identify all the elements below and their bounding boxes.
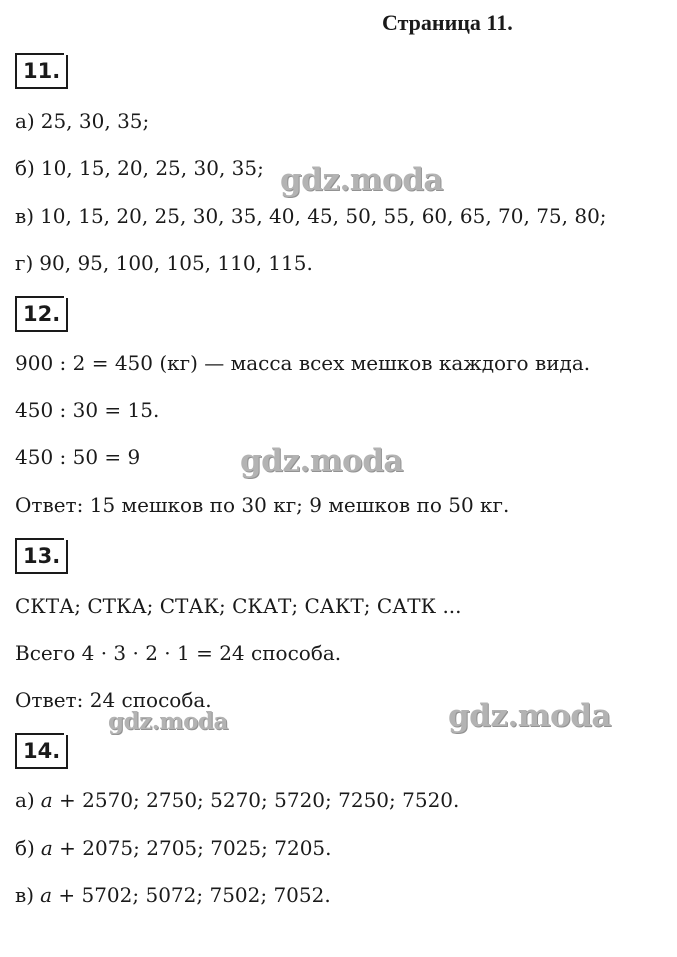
task-11-line-a [15, 108, 149, 134]
watermark: gdz.moda [240, 443, 403, 479]
task-13-line-1: СКТА; СТКА; СТАК; СКАТ; САКТ; САТК ... [15, 594, 462, 618]
task-12-line-1: 900 : 2 = 450 (кг) — масса всех мешков каждого вида. [15, 351, 591, 375]
task-13-line-2: Всего 4 · 3 · 2 · 1 = 24 способа. [15, 641, 342, 665]
line-label: а) [15, 788, 35, 812]
task-12-answer: Ответ: 15 мешков по 30 кг; 9 мешков по 50 кг. [15, 493, 510, 517]
page-title: Страница 11. [382, 10, 513, 35]
task-12-line-2: 450 : 30 = 15. [15, 398, 160, 422]
line-label: а) [15, 109, 35, 133]
watermark: gdz.moda [448, 698, 611, 734]
task-14-line-b [15, 835, 332, 861]
line-text: 25, 30, 35; [40, 109, 150, 133]
task-number-11: 11. [15, 55, 68, 89]
line-text: 90, 95, 100, 105, 110, 115. [39, 251, 313, 275]
task-14-line-c [15, 882, 331, 908]
task-11-line-b [15, 155, 264, 181]
task-11-line-d [15, 250, 313, 276]
line-label: б) [15, 836, 35, 860]
task-11-line-c [15, 203, 607, 229]
task-number-13: 13. [15, 540, 68, 574]
task-14-line-a [15, 787, 459, 813]
variable-a: a [40, 883, 52, 907]
variable-a: a [40, 836, 53, 860]
watermark: gdz.moda [108, 708, 228, 735]
line-text: + 2570; 2750; 5270; 5720; 7250; 7520. [59, 788, 460, 812]
line-label: г) [15, 251, 34, 275]
task-number-12: 12. [15, 298, 68, 332]
task-12-line-3: 450 : 50 = 9 [15, 445, 141, 469]
line-text: 10, 15, 20, 25, 30, 35; [40, 156, 264, 180]
line-label: в) [15, 883, 35, 907]
task-number-14: 14. [15, 735, 68, 769]
line-label: в) [15, 204, 35, 228]
variable-a: a [40, 788, 53, 812]
line-text: + 5702; 5072; 7502; 7052. [58, 883, 331, 907]
task-13-answer: Ответ: 24 способа. [15, 688, 212, 712]
line-label: б) [15, 156, 35, 180]
watermark: gdz.moda [280, 162, 443, 198]
line-text: 10, 15, 20, 25, 30, 35, 40, 45, 50, 55, 60, 65, 70, 75, 80; [40, 204, 607, 228]
line-text: + 2075; 2705; 7025; 7205. [59, 836, 332, 860]
